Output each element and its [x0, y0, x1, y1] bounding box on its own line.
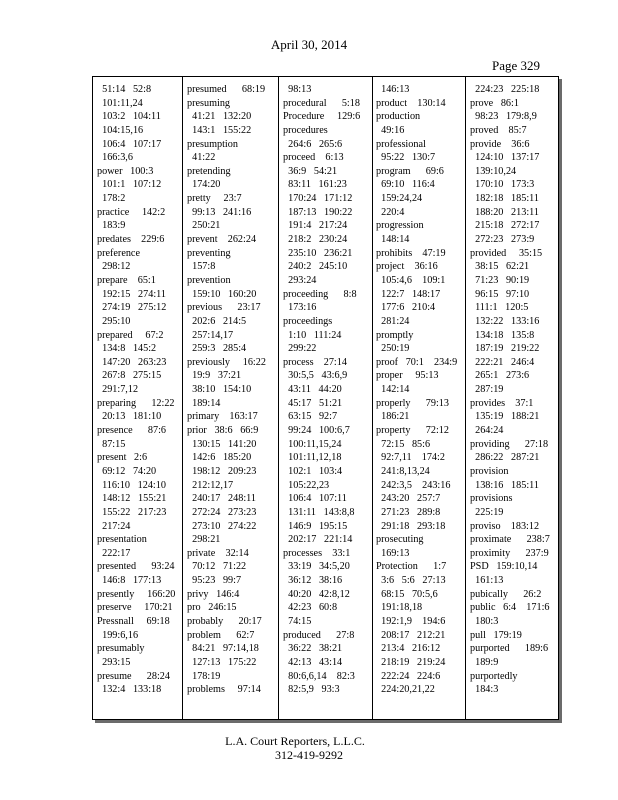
index-entry-line: pull 179:19 [470, 629, 522, 641]
index-entry-line: presently 166:20 [97, 588, 176, 600]
index-entry-line: preparing 12:22 [97, 397, 175, 409]
index-entry-line: 202:17 221:14 [283, 534, 353, 546]
index-entry-line: pubically 26:2 [470, 588, 542, 600]
index-entry-line: 98:13 [283, 84, 312, 95]
index-entry-line: property 72:12 [376, 425, 449, 437]
index-entry-line: 224:20,21,22 [376, 684, 435, 696]
index-entry-line: 222:21 246:4 [470, 356, 535, 368]
index-entry-line: practice 142:2 [97, 206, 166, 218]
index-entry-line: 101:1 107:12 [97, 179, 162, 191]
index-entry-line: 281:24 [376, 315, 410, 327]
index-entry-line: 259:3 285:4 [187, 343, 247, 355]
index-entry-line: 36:12 38:16 [283, 575, 343, 587]
index-entry-line: 1:10 111:24 [283, 329, 342, 341]
index-entry-line: 147:20 263:23 [97, 356, 167, 368]
column-divider [465, 77, 466, 719]
index-entry-line: proper 95:13 [376, 370, 439, 382]
index-entry-line: proceeding 8:8 [283, 288, 357, 300]
index-entry-line: 69:10 116:4 [376, 179, 435, 191]
index-entry-line: 142:6 185:20 [187, 452, 252, 464]
index-entry-line: 30:5,5 43:6,9 [283, 370, 348, 382]
index-entry-line: primary 163:17 [187, 411, 258, 423]
index-entry-line: presentation [97, 534, 147, 546]
index-entry-line: presuming [187, 97, 231, 109]
index-entry-line: 139:10,24 [470, 165, 517, 177]
index-entry-line: 40:20 42:8,12 [283, 588, 350, 600]
index-entry-line: 250:21 [187, 220, 221, 232]
index-entry-line: 192:15 274:11 [97, 288, 166, 300]
index-entry-line: 257:14,17 [187, 329, 234, 341]
index-entry-line: program 69:6 [376, 165, 444, 177]
index-entry-line: 225:19 [470, 506, 504, 518]
index-entry-line: presume 28:24 [97, 670, 170, 682]
index-entry-line: 41:21 132:20 [187, 111, 252, 123]
index-entry-line: 178:19 [187, 670, 221, 682]
column-divider [182, 77, 183, 719]
index-entry-line: 134:18 135:8 [470, 329, 535, 341]
index-entry-line: probably 20:17 [187, 615, 262, 627]
index-entry-line: 222:24 224:6 [376, 670, 441, 682]
index-column-3 [283, 83, 371, 715]
index-entry-line: 272:24 273:23 [187, 506, 257, 518]
index-entry-line: previous 23:17 [187, 302, 261, 314]
index-entry-line: 42:13 43:14 [283, 656, 343, 668]
index-entry-line: 273:10 274:22 [187, 520, 257, 532]
index-entry-line: 19:9 37:21 [187, 370, 242, 382]
index-entry-line: 41:22 [187, 152, 216, 164]
index-entry-line: 33:19 34:5,20 [283, 561, 350, 573]
index-entry-line: 191:4 217:24 [283, 220, 348, 232]
index-entry-line: promptly [376, 329, 414, 341]
index-entry-line: 38:15 62:21 [470, 261, 530, 273]
index-entry-line: 98:23 179:8,9 [470, 111, 537, 123]
index-entry-line: 143:1 155:22 [187, 124, 252, 136]
index-column-1 [97, 83, 181, 715]
index-entry-line: 127:13 175:22 [187, 656, 257, 668]
index-entry-line: 95:22 130:7 [376, 152, 436, 164]
index-entry-line: 189:9 [470, 656, 499, 668]
index-entry-line: 122:7 148:17 [376, 288, 441, 300]
index-entry-line: proceed 6:13 [283, 152, 344, 164]
index-entry-line: prevent 262:24 [187, 234, 257, 246]
index-entry-line: 148:14 [376, 234, 410, 246]
index-entry-line: presented 93:24 [97, 561, 175, 573]
index-entry-line: providing 27:18 [470, 438, 549, 450]
index-entry-line: 146:13 [376, 84, 410, 95]
index-entry-line: 105:4,6 109:1 [376, 274, 446, 286]
index-entry-line: proof 70:1 234:9 [376, 356, 458, 368]
index-entry-line: 36:22 38:21 [283, 643, 343, 655]
index-frame [92, 76, 559, 720]
index-entry-line: 174:20 [187, 179, 221, 191]
index-entry-line: prepared 67:2 [97, 329, 164, 341]
index-entry-line: product 130:14 [376, 97, 446, 109]
index-entry-line: 45:17 51:21 [283, 397, 343, 409]
index-entry-line: 146:9 195:15 [283, 520, 348, 532]
index-entry-line: 241:8,13,24 [376, 465, 430, 477]
index-entry-line: 188:20 213:11 [470, 206, 539, 218]
index-entry-line: 99:24 100:6,7 [283, 425, 350, 437]
index-entry-line: 220:4 [376, 206, 405, 218]
index-entry-line: prior 38:6 66:9 [187, 425, 259, 437]
column-divider [372, 77, 373, 719]
index-entry-line: 43:11 44:20 [283, 384, 342, 396]
index-entry-line: 208:17 212:21 [376, 629, 446, 641]
index-entry-line: 36:9 54:21 [283, 165, 338, 177]
index-entry-line: 101:11,24 [97, 97, 143, 109]
index-entry-line: process 27:14 [283, 356, 347, 368]
index-entry-line: preserve 170:21 [97, 602, 173, 614]
header-date: April 30, 2014 [270, 37, 348, 52]
index-entry-line: produced 27:8 [283, 629, 355, 641]
index-entry-line: prepare 65:1 [97, 274, 156, 286]
index-entry-line: 218:2 230:24 [283, 234, 348, 246]
index-entry-line: 224:23 225:18 [470, 84, 540, 95]
index-entry-line: 106:4 107:17 [97, 138, 162, 150]
index-column-4 [376, 83, 464, 715]
index-entry-line: 111:1 120:5 [470, 302, 529, 314]
index-entry-line: 299:22 [283, 343, 317, 355]
index-entry-line: presumed 68:19 [187, 84, 266, 95]
index-entry-line: 3:6 5:6 27:13 [376, 575, 446, 587]
index-entry-line: 131:11 143:8,8 [283, 506, 355, 518]
index-entry-line: 212:12,17 [187, 479, 234, 491]
index-entry-line: provided 35:15 [470, 247, 543, 259]
index-entry-line: presence 87:6 [97, 425, 167, 437]
index-entry-line: presumption [187, 138, 238, 150]
index-entry-line: properly 79:13 [376, 397, 449, 409]
index-entry-line: 291:7,12 [97, 384, 139, 396]
index-entry-line: 148:12 155:21 [97, 493, 167, 505]
index-entry-line: 267:8 275:15 [97, 370, 162, 382]
index-entry-line: 240:17 248:11 [187, 493, 256, 505]
index-entry-line: 159:24,24 [376, 193, 423, 205]
index-column-2 [187, 83, 277, 715]
index-entry-line: Pressnall 69:18 [97, 615, 170, 627]
index-entry-line: privy 146:4 [187, 588, 240, 600]
index-entry-line: 274:19 275:12 [97, 302, 167, 314]
index-entry-line: 199:6,16 [97, 629, 139, 641]
index-entry-line: 213:4 216:12 [376, 643, 441, 655]
index-entry-line: 184:3 [470, 684, 499, 696]
index-entry-line: 87:15 [97, 438, 126, 450]
index-entry-line: 51:14 52:8 [97, 84, 152, 95]
index-entry-line: 217:24 [97, 520, 131, 532]
index-entry-line: 243:20 257:7 [376, 493, 441, 505]
index-entry-line: 295:10 [97, 315, 131, 327]
index-entry-line: 72:15 85:6 [376, 438, 431, 450]
index-entry-line: 106:4 107:11 [283, 493, 347, 505]
index-entry-line: 191:18,18 [376, 602, 423, 614]
index-entry-line: previously 16:22 [187, 356, 266, 368]
index-entry-line: procedural 5:18 [283, 97, 360, 109]
index-entry-line: 104:15,16 [97, 124, 144, 136]
index-entry-line: 293:15 [97, 656, 131, 668]
index-entry-line: 80:6,6,14 82:3 [283, 670, 355, 682]
index-entry-line: 242:3,5 243:16 [376, 479, 451, 491]
index-entry-line: 71:23 90:19 [470, 274, 530, 286]
index-entry-line: prosecuting [376, 534, 424, 546]
index-entry-line: 272:23 273:9 [470, 234, 535, 246]
index-entry-line: predates 229:6 [97, 234, 165, 246]
index-entry-line: purported 189:6 [470, 643, 549, 655]
index-entry-line: 271:23 289:8 [376, 506, 441, 518]
index-entry-line: provide 36:6 [470, 138, 530, 150]
index-entry-line: 222:17 [97, 547, 131, 559]
index-entry-line: 68:15 70:5,6 [376, 588, 438, 600]
index-entry-line: 235:10 236:21 [283, 247, 353, 259]
index-entry-line: progression [376, 220, 424, 232]
index-entry-line: 187:19 219:22 [470, 343, 540, 355]
index-entry-line: 135:19 188:21 [470, 411, 540, 423]
index-entry-line: 130:15 141:20 [187, 438, 257, 450]
index-entry-line: prove 86:1 [470, 97, 519, 109]
index-entry-line: 42:23 60:8 [283, 602, 338, 614]
index-entry-line: public 6:4 171:6 [470, 602, 550, 614]
index-entry-line: 169:13 [376, 547, 410, 559]
index-entry-line: 95:23 99:7 [187, 575, 242, 587]
index-entry-line: proviso 183:12 [470, 520, 540, 532]
index-entry-line: 99:13 241:16 [187, 206, 252, 218]
index-entry-line: preference [97, 247, 140, 259]
index-entry-line: 183:9 [97, 220, 126, 232]
index-entry-line: 250:19 [376, 343, 410, 355]
index-entry-line: 170:10 173:3 [470, 179, 535, 191]
index-entry-line: 298:12 [97, 261, 131, 273]
index-entry-line: provisions [470, 493, 513, 505]
index-entry-line: 182:18 185:11 [470, 193, 539, 205]
index-entry-line: 132:22 133:16 [470, 315, 540, 327]
column-divider [278, 77, 279, 719]
index-entry-line: 82:5,9 93:3 [283, 684, 340, 696]
index-column-5 [470, 83, 558, 715]
index-entry-line: presumably [97, 643, 145, 655]
index-entry-line: 161:13 [470, 575, 504, 587]
index-entry-line: 170:24 171:12 [283, 193, 353, 205]
index-entry-line: 286:22 287:21 [470, 452, 540, 464]
index-entry-line: Procedure 129:6 [283, 111, 361, 123]
footer-company: L.A. Court Reporters, L.L.C. [225, 734, 365, 748]
index-entry-line: 146:8 177:13 [97, 575, 162, 587]
index-entry-line: processes 33:1 [283, 547, 351, 559]
index-entry-line: proceedings [283, 315, 333, 327]
index-entry-line: production [376, 111, 421, 123]
index-entry-line: 103:2 104:11 [97, 111, 161, 123]
index-entry-line: 74:15 [283, 615, 312, 627]
index-entry-line: 264:24 [470, 425, 504, 437]
index-entry-line: prevention [187, 274, 231, 286]
index-entry-line: 101:11,12,18 [283, 452, 342, 464]
index-entry-line: 142:14 [376, 384, 410, 396]
index-entry-line: 198:12 209:23 [187, 465, 257, 477]
index-entry-line: provides 37:1 [470, 397, 534, 409]
page-number: Page 329 [492, 58, 541, 73]
index-entry-line: proved 85:7 [470, 124, 527, 136]
index-entry-line: prohibits 47:19 [376, 247, 446, 259]
index-entry-line: 186:21 [376, 411, 410, 423]
index-entry-line: provision [470, 465, 509, 477]
index-entry-line: preventing [187, 247, 231, 259]
index-entry-line: 102:1 103:4 [283, 465, 343, 477]
index-entry-line: 84:21 97:14,18 [187, 643, 259, 655]
index-entry-line: 166:3,6 [97, 152, 133, 164]
index-entry-line: 215:18 272:17 [470, 220, 540, 232]
index-entry-line: project 36:16 [376, 261, 438, 273]
index-entry-line: 178:2 [97, 193, 126, 205]
index-entry-line: 298:21 [187, 534, 221, 546]
index-entry-line: pro 246:15 [187, 602, 237, 614]
index-entry-line: purportedly [470, 670, 518, 682]
index-entry-line: present 2:6 [97, 452, 148, 464]
index-entry-line: 70:12 71:22 [187, 561, 247, 573]
index-entry-line: 124:10 137:17 [470, 152, 540, 164]
index-entry-line: 187:13 190:22 [283, 206, 353, 218]
index-entry-line: 265:1 273:6 [470, 370, 530, 382]
index-entry-line: 192:1,9 194:6 [376, 615, 446, 627]
index-entry-line: 20:13 181:10 [97, 411, 162, 423]
index-entry-line: 63:15 92:7 [283, 411, 338, 423]
index-entry-line: 218:19 219:24 [376, 656, 446, 668]
index-entry-line: PSD 159:10,14 [470, 561, 538, 573]
index-entry-line: 159:10 160:20 [187, 288, 257, 300]
index-entry-line: 157:8 [187, 261, 216, 273]
index-entry-line: 291:18 293:18 [376, 520, 446, 532]
footer-phone: 312-419-9292 [275, 748, 343, 762]
index-entry-line: pretty 23:7 [187, 193, 242, 205]
index-entry-line: private 32:14 [187, 547, 249, 559]
index-entry-line: 105:22,23 [283, 479, 330, 491]
index-entry-line: professional [376, 138, 426, 150]
index-entry-line: problems 97:14 [187, 684, 261, 696]
index-entry-line: 180:3 [470, 615, 499, 627]
index-entry-line: 202:6 214:5 [187, 315, 247, 327]
index-entry-line: 100:11,15,24 [283, 438, 342, 450]
index-entry-line: 38:10 154:10 [187, 384, 252, 396]
index-entry-line: Protection 1:7 [376, 561, 447, 573]
index-entry-line: 189:14 [187, 397, 221, 409]
index-entry-line: 96:15 97:10 [470, 288, 530, 300]
index-entry-line: 69:12 74:20 [97, 465, 157, 477]
index-entry-line: 49:16 [376, 124, 405, 136]
index-entry-line: 240:2 245:10 [283, 261, 348, 273]
index-entry-line: 92:7,11 174:2 [376, 452, 445, 464]
index-entry-line: 138:16 185:11 [470, 479, 539, 491]
index-entry-line: 287:19 [470, 384, 504, 396]
index-entry-line: 116:10 124:10 [97, 479, 166, 491]
index-entry-line: 177:6 210:4 [376, 302, 436, 314]
index-entry-line: power 100:3 [97, 165, 154, 177]
index-entry-line: 155:22 217:23 [97, 506, 167, 518]
index-entry-line: procedures [283, 124, 328, 136]
index-entry-line: 293:24 [283, 274, 317, 286]
index-entry-line: problem 62:7 [187, 629, 255, 641]
index-entry-line: proximate 238:7 [470, 534, 550, 546]
index-entry-line: 173:16 [283, 302, 317, 314]
index-entry-line: 264:6 265:6 [283, 138, 343, 150]
index-entry-line: 132:4 133:18 [97, 684, 162, 696]
index-entry-line: 134:8 145:2 [97, 343, 157, 355]
index-entry-line: proximity 237:9 [470, 547, 549, 559]
index-entry-line: 83:11 161:23 [283, 179, 347, 191]
index-entry-line: pretending [187, 165, 231, 177]
